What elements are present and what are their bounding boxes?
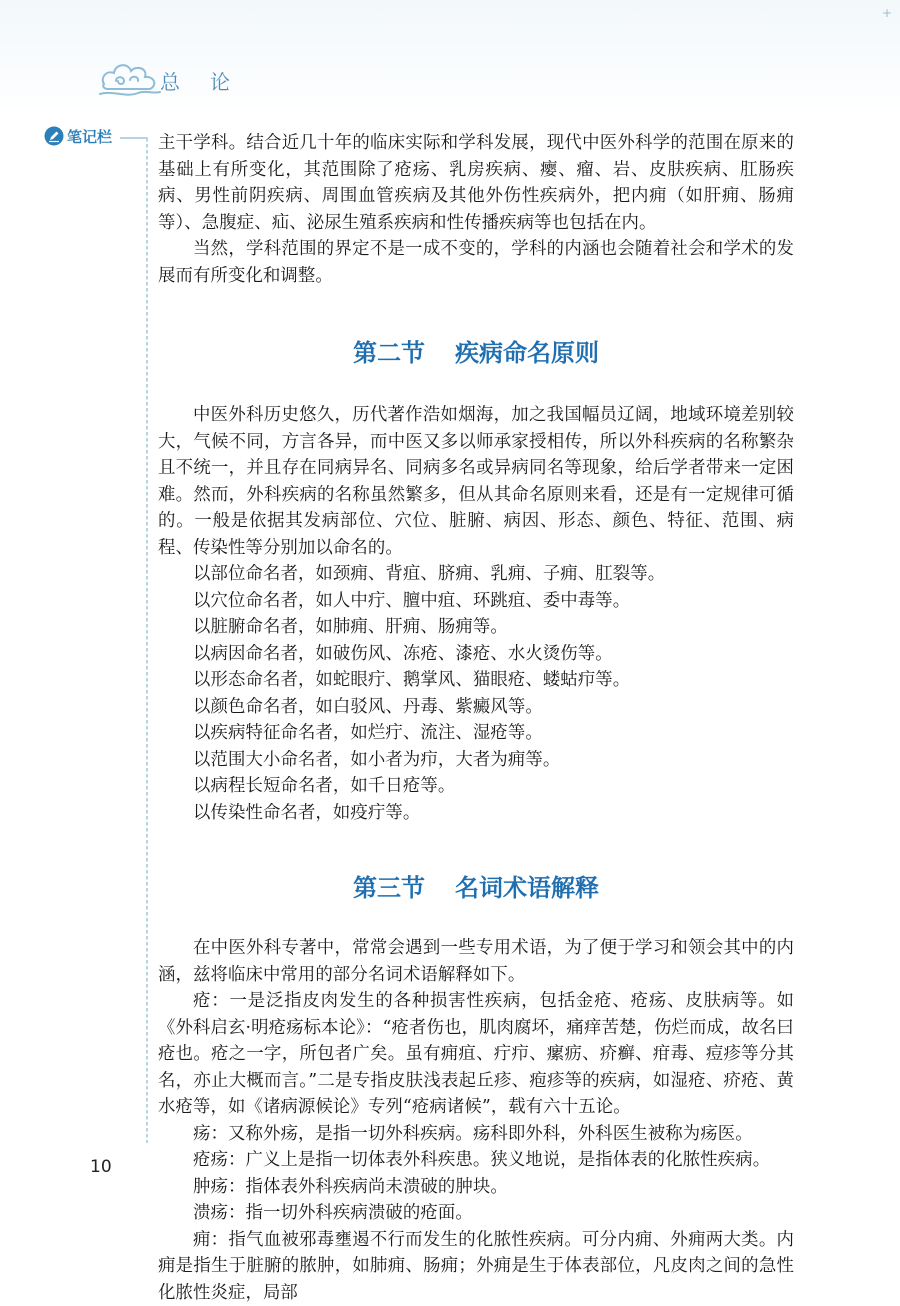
chapter-word-2: 论 — [210, 66, 230, 95]
term-definition: 疮：一是泛指皮肉发生的各种损害性疾病，包括金疮、疮疡、皮肤病等。如《外科启玄·明疮疡标本论》：“疮者伤也，肌肉腐坏，痛痒苦楚，伤烂而成，故名曰疮也。疮之一字，所包者广矣。虽有痈疽、疔疖、瘰疬、疥癣、疳毒、痘疹等分其名，亦止大概而言。”二是专指皮肤浅表起丘疹、疱疹等的疾病，如湿疮、疥疮、黄水疮等，如《诸病源候论》专列“疮病诸候”，载有六十五论。 — [158, 988, 794, 1121]
chapter-running-head — [160, 66, 230, 95]
notes-column-label: 笔记栏 — [67, 126, 112, 147]
naming-item: 以病因命名者，如破伤风、冻疮、漆疮、水火烫伤等。 — [158, 641, 794, 668]
pencil-note-icon — [44, 126, 64, 146]
notes-divider-top — [120, 137, 148, 139]
intro-paragraph-2: 当然，学科范围的界定不是一成不变的，学科的内涵也会随着社会和学术的发展而有所变化和调整。 — [158, 236, 794, 289]
naming-item: 以病程长短命名者，如千日疮等。 — [158, 773, 794, 800]
section-2-number: 第二节 — [353, 333, 425, 368]
section-2-heading — [158, 333, 794, 368]
section-3-heading — [158, 868, 794, 903]
notes-badge — [44, 125, 112, 147]
naming-item: 以脏腑命名者，如肺痈、肝痈、肠痈等。 — [158, 614, 794, 641]
section-3-intro: 在中医外科专著中，常常会遇到一些专用术语，为了便于学习和领会其中的内涵，兹将临床中常用的部分名词术语解释如下。 — [158, 935, 794, 988]
term-definition: 肿疡：指体表外科疾病尚未溃破的肿块。 — [158, 1174, 794, 1201]
term-definition: 痈：指气血被邪毒壅遏不行而发生的化脓性疾病。可分内痈、外痈两大类。内痈是指生于脏腑的脓肿，如肺痈、肠痈；外痈是生于体表部位，凡皮肉之间的急性化脓性炎症，局部 — [158, 1227, 794, 1306]
naming-item: 以疾病特征命名者，如烂疔、流注、湿疮等。 — [158, 720, 794, 747]
naming-item: 以传染性命名者，如疫疔等。 — [158, 800, 794, 827]
intro-paragraph-1: 主干学科。结合近几十年的临床实际和学科发展，现代中医外科学的范围在原来的基础上有所变化，其范围除了疮疡、乳房疾病、瘿、瘤、岩、皮肤疾病、肛肠疾病、男性前阴疾病、周围血管疾病及其他外伤性疾病外，把内痈（如肝痈、肠痈等）、急腹症、疝、泌尿生殖系疾病和性传播疾病等也包括在内。 — [158, 130, 794, 236]
crop-mark: + — [882, 6, 892, 20]
notes-divider-line — [146, 138, 148, 1143]
naming-item: 以穴位命名者，如人中疔、膻中疽、环跳疽、委中毒等。 — [158, 588, 794, 615]
section-2-intro: 中医外科历史悠久，历代著作浩如烟海，加之我国幅员辽阔，地域环境差别较大，气候不同，方言各异，而中医又多以师承家授相传，所以外科疾病的名称繁杂且不统一，并且存在同病异名、同病多名或异病同名等现象，给后学者带来一定困难。然而，外科疾病的名称虽然繁多，但从其命名原则来看，还是有一定规律可循的。一般是依据其发病部位、穴位、脏腑、病因、形态、颜色、特征、范围、病程、传染性等分别加以命名的。 — [158, 402, 794, 561]
page-number: 10 — [90, 1157, 112, 1177]
term-definition: 溃疡：指一切外科疾病溃破的疮面。 — [158, 1200, 794, 1227]
naming-item: 以颜色命名者，如白驳风、丹毒、紫癜风等。 — [158, 694, 794, 721]
section-3-number: 第三节 — [353, 868, 425, 903]
term-definition: 疮疡：广义上是指一切体表外科疾患。狭义地说，是指体表的化脓性疾病。 — [158, 1147, 794, 1174]
naming-item: 以部位命名者，如颈痈、背疽、脐痈、乳痈、子痈、肛裂等。 — [158, 561, 794, 588]
term-definition: 疡：又称外疡，是指一切外科疾病。疡科即外科，外科医生被称为疡医。 — [158, 1121, 794, 1148]
auspicious-cloud-icon — [98, 54, 162, 98]
chapter-word-1: 总 — [160, 66, 180, 95]
section-3-title: 名词术语解释 — [455, 868, 599, 903]
page-body — [158, 130, 794, 1306]
naming-item: 以范围大小命名者，如小者为疖，大者为痈等。 — [158, 747, 794, 774]
section-2-title: 疾病命名原则 — [455, 333, 599, 368]
naming-item: 以形态命名者，如蛇眼疔、鹅掌风、猫眼疮、蝼蛄疖等。 — [158, 667, 794, 694]
